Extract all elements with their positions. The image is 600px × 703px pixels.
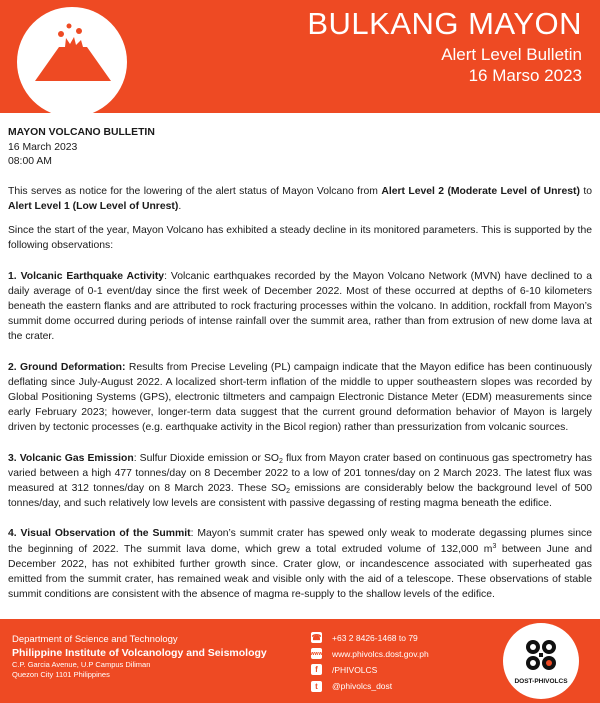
subscript: 2 [286, 487, 291, 495]
observation-gas [8, 451, 592, 512]
observation-deformation [8, 360, 592, 436]
observation-earthquake [8, 269, 592, 345]
header-banner [0, 0, 600, 113]
page-title: BULKANG MAYON [307, 6, 582, 41]
observation-title: 3. Volcanic Gas Emission [8, 452, 134, 464]
institute-name: Philippine Institute of Volcanology and Seismology [12, 647, 267, 659]
observation-title: 2. Ground Deformation: [8, 361, 126, 373]
contact-text: /PHIVOLCS [332, 664, 378, 675]
bulletin-date: 16 March 2023 [8, 141, 78, 153]
phone-icon: ☎ [311, 633, 322, 642]
agency-info [12, 634, 267, 680]
address-line: Quezon City 1101 Philippines [12, 670, 110, 679]
observation-title: 4. Visual Observation of the Summit [8, 528, 191, 540]
observation-text: : Sulfur Dioxide emission or SO [133, 452, 279, 464]
contact-phone [311, 630, 429, 645]
facebook-icon: f [311, 664, 322, 675]
observation-text: flux from Mayon crater based on continuous gas spectrometry has varied between a high 477 tonnes/day on 8 December 2022 to a low of 201 tonnes/day on 2 March 2023. The latest flux was measured at 312 tonnes/day on 8 March 2023. These SO [8, 452, 592, 494]
observation-title: 1. Volcanic Earthquake Activity [8, 270, 165, 282]
alert-level-from: Alert Level 2 (Moderate Level of Unrest) [381, 185, 580, 197]
observation-text: emissions are considerably below the background level of 500 tonnes/day, and such relatively low levels are consistent with passive degassing of resting magma beneath the edifice. [8, 482, 593, 510]
bulletin-time: 08:00 AM [8, 156, 52, 167]
observation-text: between June and December 2022, has not exhibited further growth since. Crater glow, or incandescence associated with superheated gas emitted from the summit crater, has remained weak and visible only with the aid of a telescope. These observations of stable summit conditions are consistent with the absence of magma re-supply to the shallow levels of the edifice. [8, 543, 592, 601]
contact-text: www.phivolcs.dost.gov.ph [332, 648, 429, 659]
contact-website[interactable] [311, 646, 429, 661]
observation-text: : Mayon’s summit crater has spewed only weak to moderate degassing plumes since the beginning of 2022. The summit lava dome, which grew a total extruded volume of 132,000 m [8, 528, 592, 555]
bulletin-heading: MAYON VOLCANO BULLETIN [8, 127, 155, 138]
superscript: 3 [492, 542, 497, 550]
subscript: 2 [278, 457, 283, 465]
intro-text: This serves as notice for the lowering of the alert status of Mayon Volcano from [8, 185, 382, 197]
page-subtitle: Alert Level Bulletin [441, 45, 582, 64]
observation-text: Results from Precise Leveling (PL) campaign indicate that the Mayon edifice has been continuously deflating since July-August 2022. A localized short-term inflation of the middle to upper southeastern slopes was recorded by Global Positioning Systems (GPS), electronic tiltmeters and campaign Electronic Distance Meter (EDM) measurements since early February 2023; however, longer-term data suggest that the current ground deformation behavior of Mayon is largely driven by tectonic processes (e.g. earthquake activity in the Bicol region) rather than pressurization from volcanic sources. [8, 361, 593, 434]
logo-label: DOST-PHIVOLCS [514, 678, 568, 685]
address-line: C.P. Garcia Avenue, U.P Campus Diliman [12, 660, 151, 669]
twitter-icon: t [311, 681, 322, 692]
observation-summit [8, 526, 592, 602]
intro-text: . [178, 200, 182, 212]
intro-text: to [579, 185, 592, 197]
intro-paragraph [8, 184, 592, 214]
alert-level-to: Alert Level 1 (Low Level of Unrest) [8, 200, 179, 212]
contact-twitter[interactable] [311, 679, 429, 694]
volcano-icon [17, 7, 127, 117]
contact-text: +63 2 8426-1468 to 79 [332, 632, 418, 643]
department-name: Department of Science and Technology [12, 634, 178, 645]
since-paragraph: Since the start of the year, Mayon Volcano has exhibited a steady decline in its monitored parameters. This is supported by the following observations: [8, 225, 592, 252]
observation-text: : Volcanic earthquakes recorded by the Mayon Volcano Network (MVN) have declined to a daily average of 0-1 event/day since the first week of December 2022. Most of these occurred at depths of 6-10 kilometers beneath the eastern flanks and are attributed to rock fracturing processes within the volcano. In addition, rockfall from Mayon’s summit dome occurred during periods of intense rainfall over the summit area, rather than from extrusion of new dome lava at the crater. [8, 270, 592, 343]
contact-facebook[interactable] [311, 662, 429, 677]
contact-text: @phivolcs_dost [332, 681, 393, 692]
bulletin-body [8, 126, 592, 612]
page-date: 16 Marso 2023 [468, 66, 582, 85]
contact-list [311, 630, 429, 695]
footer [0, 619, 600, 703]
dost-emblem-icon [503, 623, 579, 699]
volcano-logo [17, 7, 127, 117]
dost-phivolcs-logo [503, 623, 579, 699]
bulletin-meta [8, 126, 592, 170]
header-title-block [307, 6, 582, 86]
web-icon: www [311, 648, 322, 659]
